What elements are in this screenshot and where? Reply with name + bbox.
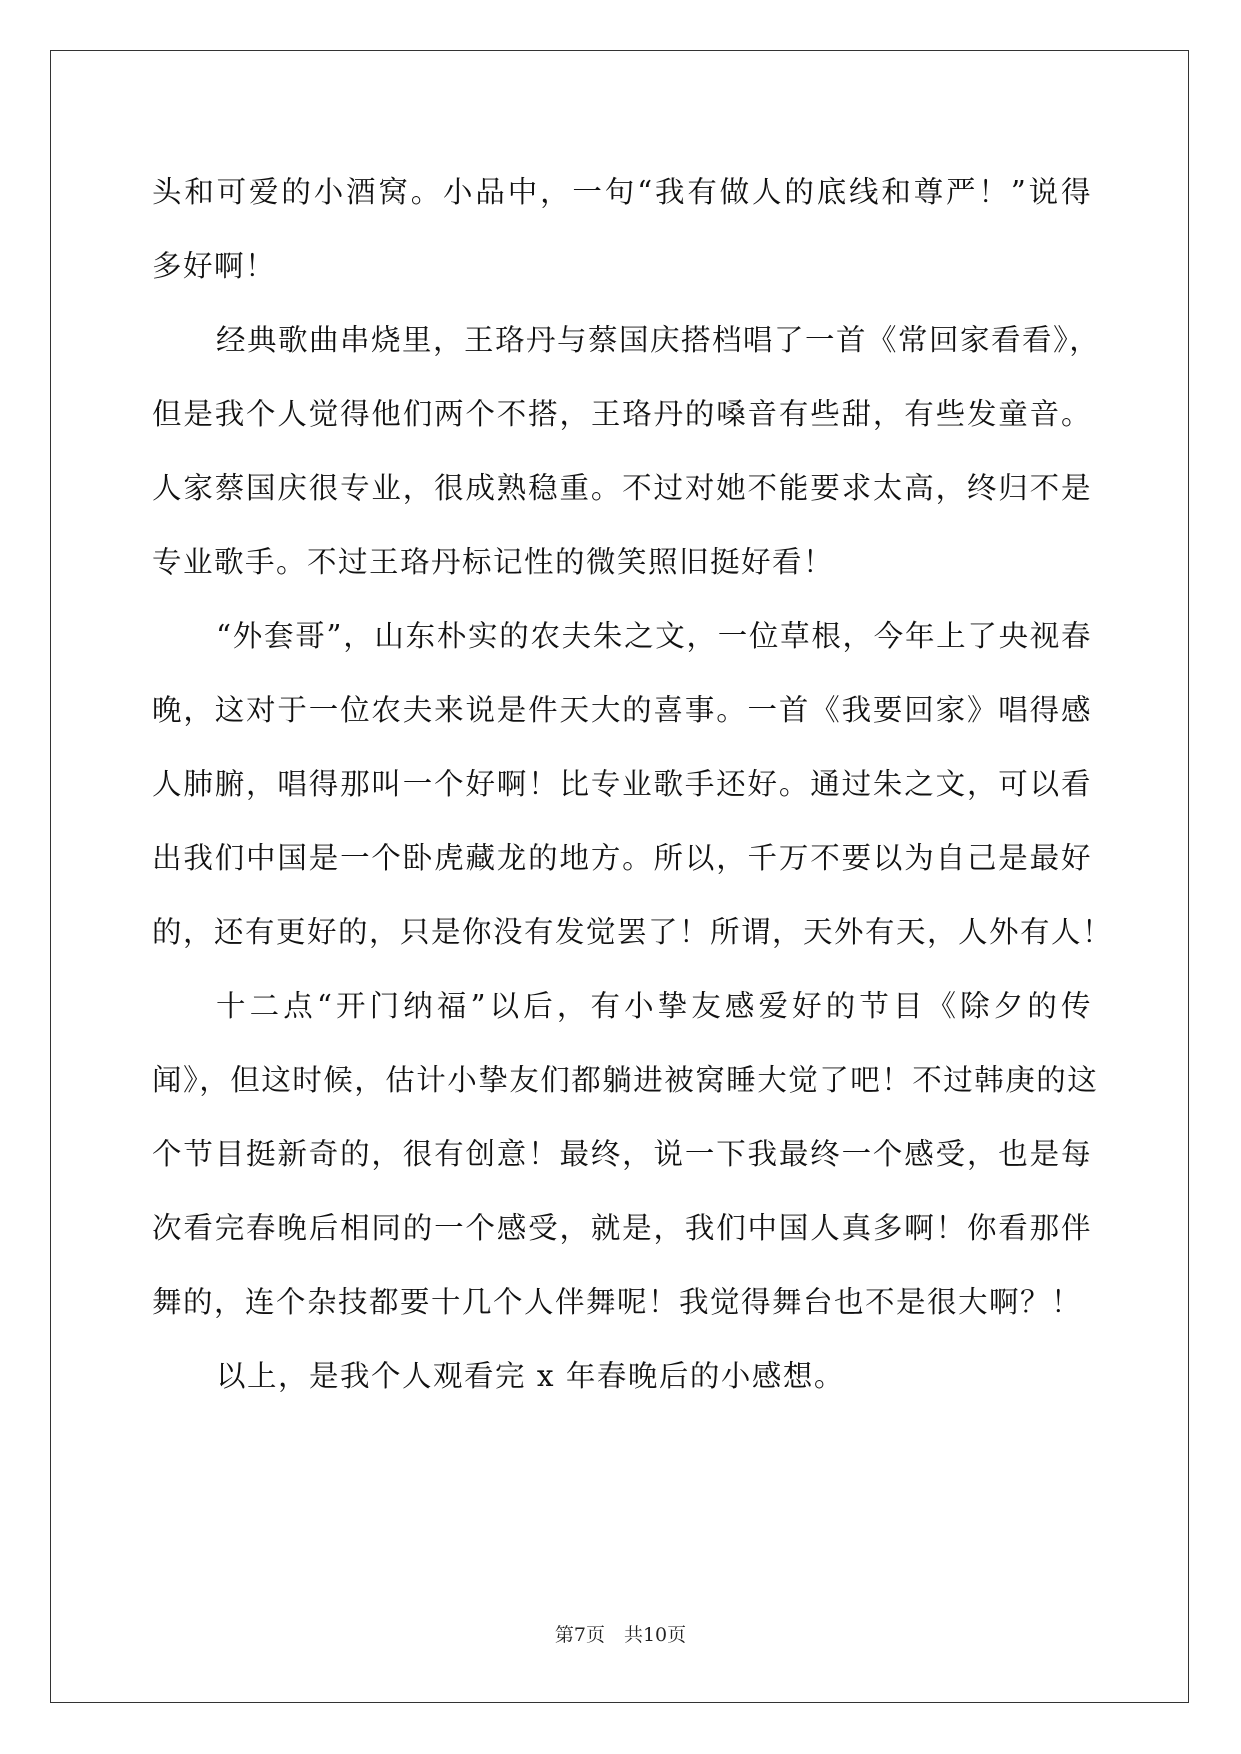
- paragraph-start-line: 十二点“开门纳福”以后，有小挚友感爱好的节目《除夕的传: [216, 989, 1092, 1023]
- text-line: 晚，这对于一位农夫来说是件天大的喜事。一首《我要回家》唱得感: [152, 693, 1092, 727]
- text-line: 人家蔡国庆很专业，很成熟稳重。不过对她不能要求太高，终归不是: [152, 471, 1092, 505]
- text-line: 专业歌手。不过王珞丹标记性的微笑照旧挺好看！: [152, 545, 835, 579]
- text-line: 闻》，但这时候，估计小挚友们都躺进被窝睡大觉了吧！不过韩庚的这: [152, 1063, 1099, 1097]
- text-line: 人肺腑，唱得那叫一个好啊！比专业歌手还好。通过朱之文，可以看: [152, 767, 1092, 801]
- text-line: 但是我个人觉得他们两个不搭，王珞丹的嗓音有些甜，有些发童音。: [152, 397, 1092, 431]
- text-line: 舞的，连个杂技都要十几个人伴舞呢！我觉得舞台也不是很大啊？！: [152, 1285, 1083, 1319]
- page-number-footer: 第7页 共10页: [554, 1624, 687, 1646]
- paragraph-start-line: “外套哥”，山东朴实的农夫朱之文，一位草根，今年上了央视春: [216, 619, 1092, 653]
- text-line: 出我们中国是一个卧虎藏龙的地方。所以，千万不要以为自己是最好: [152, 841, 1092, 875]
- text-line: 次看完春晚后相同的一个感受，就是，我们中国人真多啊！你看那伴: [152, 1211, 1092, 1245]
- text-line: 的，还有更好的，只是你没有发觉罢了！所谓，天外有天，人外有人！: [152, 915, 1114, 949]
- text-line: 头和可爱的小酒窝。小品中，一句“我有做人的底线和尊严！”说得: [152, 175, 1092, 209]
- text-line: 多好啊！: [152, 249, 277, 283]
- paragraph-start-line: 经典歌曲串烧里，王珞丹与蔡国庆搭档唱了一首《常回家看看》，: [216, 323, 1101, 357]
- paragraph-start-line: 以上，是我个人观看完 x 年春晚后的小感想。: [216, 1359, 845, 1393]
- text-line: 个节目挺新奇的，很有创意！最终，说一下我最终一个感受，也是每: [152, 1137, 1092, 1171]
